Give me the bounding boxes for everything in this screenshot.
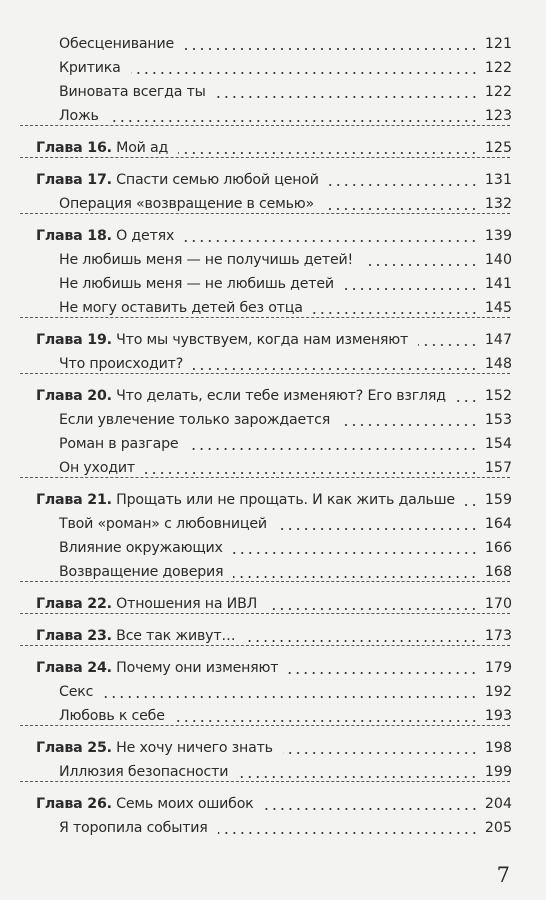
entry-title-text: Не могу оставить детей без отца — [59, 300, 303, 316]
toc-chapter-entry — [0, 224, 546, 248]
dot-leader — [288, 672, 478, 674]
dot-leader — [218, 832, 478, 834]
toc-page-number: 204 — [484, 796, 512, 812]
toc-entry-title — [59, 192, 314, 216]
entry-title-text: Я торопила события — [59, 820, 208, 836]
entry-title-text: Если увлечение только зарождается — [59, 412, 331, 428]
toc-page-number: 198 — [484, 740, 512, 756]
entry-title-text: Твой «роман» с любовницей — [59, 516, 267, 532]
toc-subsection-entry — [0, 760, 546, 784]
dot-leader — [465, 504, 478, 506]
dot-leader — [233, 552, 478, 554]
dot-leader — [131, 72, 478, 74]
toc-subsection-entry — [0, 272, 546, 296]
toc-entry-title — [59, 248, 353, 272]
dot-leader — [109, 120, 478, 122]
toc-entry-title — [59, 296, 303, 320]
toc-page-number: 179 — [484, 660, 512, 676]
toc-page-number: 170 — [484, 596, 512, 612]
entry-title-text: Роман в разгаре — [59, 436, 179, 452]
toc-chapter-entry — [0, 792, 546, 816]
toc-chapter-entry — [0, 328, 546, 352]
entry-title-text: Иллюзия безопасности — [59, 764, 229, 780]
toc-entry-title — [36, 624, 235, 648]
toc-page-number: 159 — [484, 492, 512, 508]
toc-subsection-entry — [0, 296, 546, 320]
chapter-label: Глава 19. — [36, 332, 112, 348]
dot-leader — [313, 312, 478, 314]
entry-title-text: Не любишь меня — не получишь детей! — [59, 252, 354, 268]
toc-entry-title — [59, 432, 178, 456]
toc-subsection-entry — [0, 192, 546, 216]
toc-entry-title — [59, 560, 223, 584]
toc-subsection-entry — [0, 680, 546, 704]
toc-page-number: 140 — [484, 252, 512, 268]
dot-leader — [277, 528, 478, 530]
toc-entry-title — [59, 408, 330, 432]
chapter-label: Глава 18. — [36, 228, 112, 244]
toc-entry-title — [36, 592, 257, 616]
dot-leader — [267, 608, 478, 610]
toc-entry-title — [36, 656, 278, 680]
toc-subsection-entry — [0, 32, 546, 56]
entry-title-text: Спасти семью любой ценой — [116, 172, 319, 188]
toc-subsection-entry — [0, 248, 546, 272]
dot-leader — [264, 808, 478, 810]
entry-title-text: Что делать, если тебе изменяют? Его взгляд — [116, 388, 446, 404]
entry-title-text: Почему они изменяют — [116, 660, 279, 676]
toc-subsection-entry — [0, 560, 546, 584]
chapter-label: Глава 16. — [36, 140, 112, 156]
chapter-label: Глава 17. — [36, 172, 112, 188]
entry-title-text: Секс — [59, 684, 94, 700]
toc-chapter-entry — [0, 384, 546, 408]
toc-subsection-entry — [0, 408, 546, 432]
toc-page-number: 192 — [484, 684, 512, 700]
chapter-label: Глава 22. — [36, 596, 112, 612]
toc-entry-title — [36, 168, 319, 192]
toc-subsection-entry — [0, 56, 546, 80]
dot-leader — [216, 96, 478, 98]
toc-page-number: 199 — [484, 764, 512, 780]
entry-title-text: О детях — [116, 228, 175, 244]
toc-page-number: 123 — [484, 108, 512, 124]
dot-leader — [184, 240, 478, 242]
toc-page-number: 148 — [484, 356, 512, 372]
toc-chapter-entry — [0, 136, 546, 160]
toc-entry-title — [36, 488, 455, 512]
toc-page-number: 139 — [484, 228, 512, 244]
entry-title-text: Не хочу ничего знать — [116, 740, 273, 756]
toc-page-number: 141 — [484, 276, 512, 292]
toc-entry-title — [36, 328, 408, 352]
entry-title-text: Операция «возвращение в семью» — [59, 196, 315, 212]
entry-title-text: Любовь к себе — [59, 708, 165, 724]
toc-chapter-entry — [0, 656, 546, 680]
entry-title-text: Все так живут… — [116, 628, 236, 644]
toc-page-number: 173 — [484, 628, 512, 644]
chapter-label: Глава 20. — [36, 388, 112, 404]
entry-title-text: Возвращение доверия — [59, 564, 224, 580]
toc-page-number: 122 — [484, 84, 512, 100]
toc-entry-title — [36, 136, 168, 160]
toc-entry-title — [59, 816, 208, 840]
entry-title-text: Критика — [59, 60, 121, 76]
toc-chapter-entry — [0, 736, 546, 760]
toc-chapter-entry — [0, 488, 546, 512]
chapter-label: Глава 23. — [36, 628, 112, 644]
toc-page-number: 152 — [484, 388, 512, 404]
dot-leader — [188, 448, 478, 450]
toc-page-number: 125 — [484, 140, 512, 156]
toc-subsection-entry — [0, 704, 546, 728]
dot-leader — [340, 424, 478, 426]
chapter-label: Глава 25. — [36, 740, 112, 756]
dot-leader — [103, 696, 478, 698]
toc-page-number: 154 — [484, 436, 512, 452]
dot-leader — [245, 640, 478, 642]
toc-chapter-entry — [0, 592, 546, 616]
chapter-label: Глава 24. — [36, 660, 112, 676]
entry-title-text: Ложь — [59, 108, 99, 124]
toc-entry-title — [59, 704, 165, 728]
dot-leader — [178, 152, 478, 154]
toc-page-number: 132 — [484, 196, 512, 212]
dot-leader — [324, 208, 478, 210]
toc-entry-title — [59, 104, 99, 128]
toc-subsection-entry — [0, 352, 546, 376]
toc-entry-title — [59, 536, 223, 560]
dot-leader — [456, 400, 478, 402]
dot-leader — [418, 344, 478, 346]
toc-page-number: 205 — [484, 820, 512, 836]
entry-title-text: Прощать или не прощать. И как жить дальше — [116, 492, 455, 508]
toc-entry-title — [59, 80, 206, 104]
dot-leader — [238, 776, 478, 778]
toc-page-number: 193 — [484, 708, 512, 724]
toc-entry-title — [59, 456, 135, 480]
page-number: 7 — [496, 863, 510, 887]
toc-entry-title — [36, 224, 174, 248]
toc-page-number: 157 — [484, 460, 512, 476]
entry-title-text: Что происходит? — [59, 356, 184, 372]
entry-title-text: Отношения на ИВЛ — [116, 596, 258, 612]
entry-title-text: Что мы чувствуем, когда нам изменяют — [116, 332, 409, 348]
entry-title-text: Семь моих ошибок — [116, 796, 254, 812]
toc-entry-title — [59, 760, 228, 784]
toc-page-number: 131 — [484, 172, 512, 188]
toc-subsection-entry — [0, 80, 546, 104]
chapter-label: Глава 26. — [36, 796, 112, 812]
toc-entry-title — [59, 272, 334, 296]
entry-title-text: Обесценивание — [59, 36, 175, 52]
toc-page-number: 147 — [484, 332, 512, 348]
entry-title-text: Влияние окружающих — [59, 540, 223, 556]
toc-page-number: 121 — [484, 36, 512, 52]
dot-leader — [233, 576, 478, 578]
dot-leader — [283, 752, 478, 754]
toc-subsection-entry — [0, 104, 546, 128]
toc-subsection-entry — [0, 816, 546, 840]
entry-title-text: Мой ад — [116, 140, 169, 156]
toc-entry-title — [59, 512, 267, 536]
toc-page-number: 122 — [484, 60, 512, 76]
toc-entry-title — [59, 56, 121, 80]
dot-leader — [145, 472, 478, 474]
toc-entry-title — [36, 792, 254, 816]
toc-subsection-entry — [0, 432, 546, 456]
toc-page-number: 168 — [484, 564, 512, 580]
toc-entry-title — [36, 384, 446, 408]
toc-chapter-entry — [0, 624, 546, 648]
dot-leader — [344, 288, 478, 290]
entry-title-text: Он уходит — [59, 460, 135, 476]
toc-entry-title — [59, 32, 174, 56]
dot-leader — [363, 264, 478, 266]
toc-subsection-entry — [0, 456, 546, 480]
toc-subsection-entry — [0, 536, 546, 560]
toc-page-number: 145 — [484, 300, 512, 316]
dot-leader — [175, 720, 478, 722]
entry-title-text: Виновата всегда ты — [59, 84, 206, 100]
chapter-label: Глава 21. — [36, 492, 112, 508]
toc-entry-title — [59, 680, 93, 704]
dot-leader — [329, 184, 478, 186]
toc-entry-title — [59, 352, 183, 376]
toc-page-number: 166 — [484, 540, 512, 556]
dot-leader — [184, 48, 478, 50]
toc-page-number: 164 — [484, 516, 512, 532]
toc-subsection-entry — [0, 512, 546, 536]
toc-chapter-entry — [0, 168, 546, 192]
toc-page-number: 153 — [484, 412, 512, 428]
dot-leader — [193, 368, 478, 370]
toc-entry-title — [36, 736, 273, 760]
entry-title-text: Не любишь меня — не любишь детей — [59, 276, 334, 292]
